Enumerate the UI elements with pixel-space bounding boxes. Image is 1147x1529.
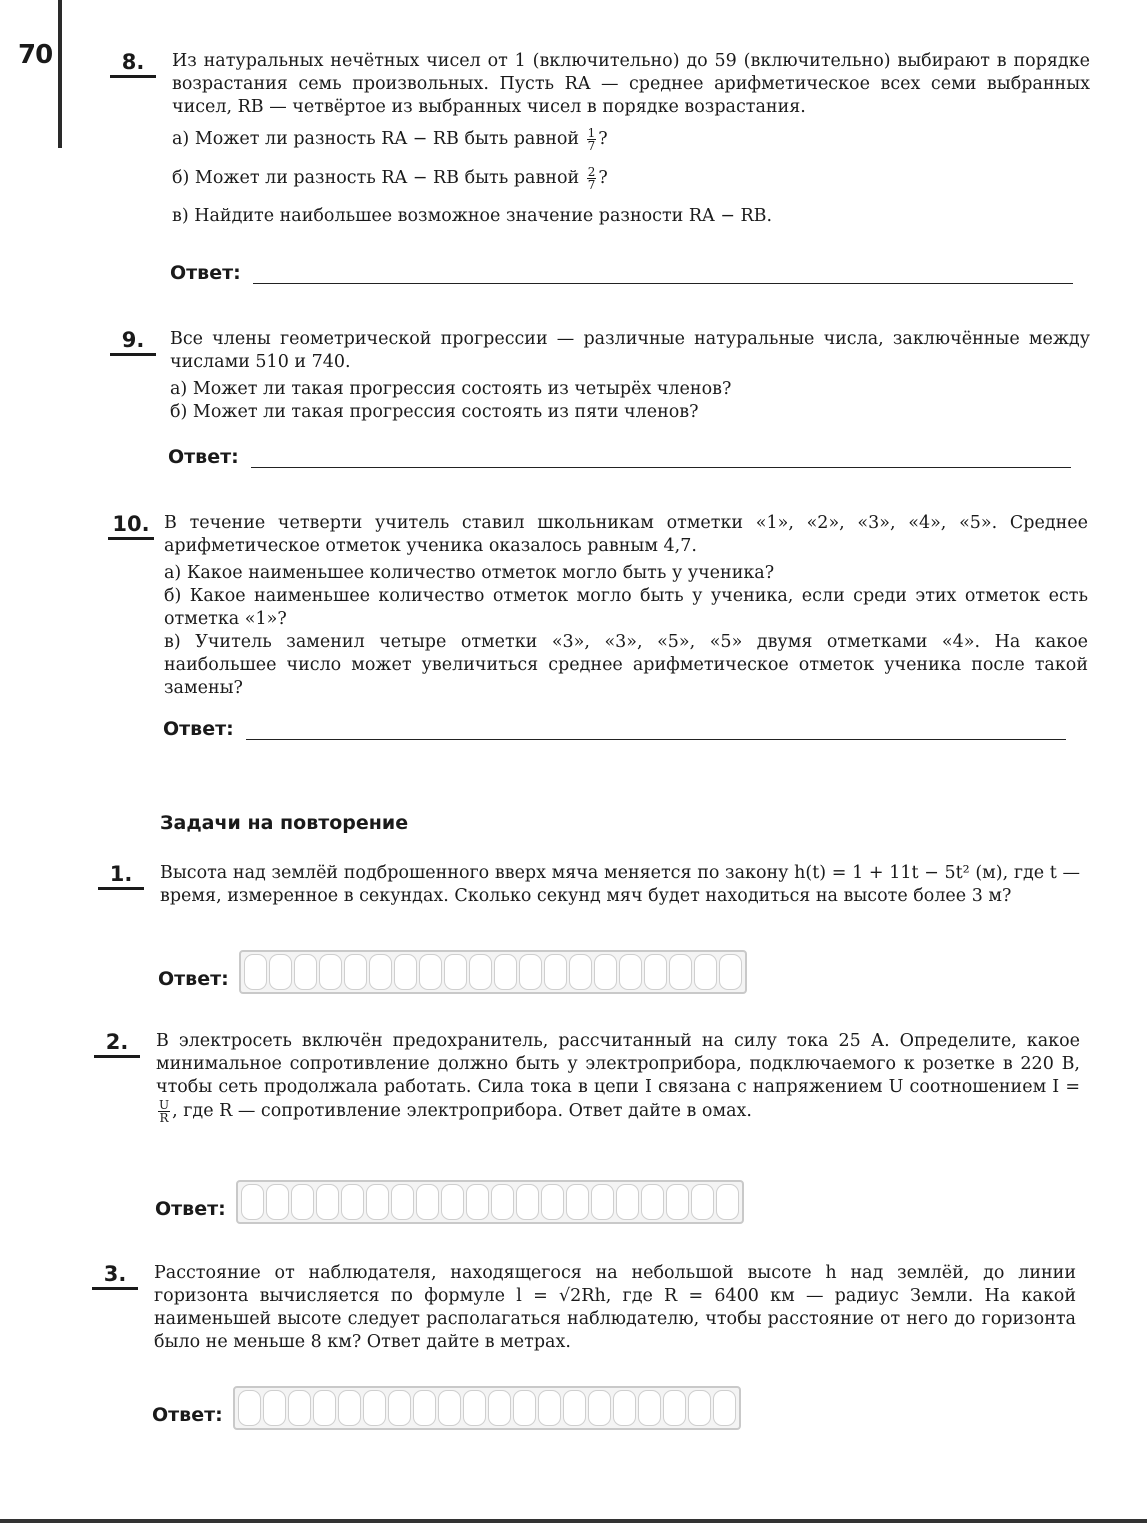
question-a: а) Может ли разность RA − RB быть равной $\frac{1}{7}$ ? xyxy=(172,126,608,153)
question-c: в) Учитель заменил четыре отметки «3», «3», «5», «5» двумя отметками «4». На какое наибольшее число может увеличиться среднее арифметическое отметок ученика после такой замены? xyxy=(164,632,1088,698)
answer-row-r2 xyxy=(155,1180,744,1224)
task-number: 8. xyxy=(110,50,156,78)
task-number: 3. xyxy=(92,1262,138,1290)
bottom-rule xyxy=(0,1519,1147,1523)
task-body xyxy=(156,1030,1080,1124)
task-number: 1. xyxy=(98,862,144,890)
task-number: 10. xyxy=(108,512,154,540)
task-text: Из натуральных нечётных чисел от 1 (включительно) до 59 (включительно) выбирают в порядке возрастания семь произвольных. Пусть RA — среднее арифметическое всех семи выбранных чисел, RB — четвёртое из выбранных чисел в порядке возрастания. xyxy=(172,51,1090,117)
answer-grid[interactable] xyxy=(233,1386,741,1430)
task-text: В электросеть включён предохранитель, рассчитанный на силу тока 25 А. Определите, какое минимальное сопротивление должно быть у электроприбора, подключаемого к розетке в 220 В, чтобы сеть продолжала работать. Сила тока в цепи I связана с напряжением U соотношением I = $\frac{U}{R}$ , где R — сопротивление электроприбора. Ответ дайте в омах. xyxy=(156,1031,1080,1125)
answer-line[interactable] xyxy=(251,447,1071,468)
answer-label: Ответ: xyxy=(168,446,239,468)
task-body xyxy=(154,1262,1076,1354)
question-b: б) Может ли такая прогрессия состоять из пяти членов? xyxy=(170,402,699,422)
task-body xyxy=(170,328,1090,424)
margin-bar xyxy=(58,0,62,148)
answer-line[interactable] xyxy=(253,263,1073,284)
task-body xyxy=(160,862,1080,908)
answer-label: Ответ: xyxy=(170,262,241,284)
answer-row-r3 xyxy=(152,1386,741,1430)
task-body xyxy=(164,512,1088,700)
task-number: 9. xyxy=(110,328,156,356)
question-b: б) Какое наименьшее количество отметок могло быть у ученика, если среди этих отметок есть отметка «1»? xyxy=(164,586,1088,629)
answer-row-9 xyxy=(168,446,1071,468)
answer-grid[interactable] xyxy=(239,950,747,994)
question-a: а) Может ли такая прогрессия состоять из четырёх членов? xyxy=(170,379,732,399)
task-text: Все члены геометрической прогрессии — различные натуральные числа, заключённые между числами 510 и 740. xyxy=(170,329,1090,372)
task-text: В течение четверти учитель ставил школьникам отметки «1», «2», «3», «4», «5». Среднее арифметическое отметок ученика оказалось равным 4,7. xyxy=(164,513,1088,556)
fraction: $\frac{1}{7}$ xyxy=(587,126,596,153)
page-number: 70 xyxy=(18,40,53,70)
fraction: $\frac{2}{7}$ xyxy=(587,165,596,192)
answer-row-r1 xyxy=(158,950,747,994)
answer-label: Ответ: xyxy=(152,1404,223,1426)
answer-label: Ответ: xyxy=(158,968,229,990)
answer-grid[interactable] xyxy=(236,1180,744,1224)
question-a: а) Какое наименьшее количество отметок могло быть у ученика? xyxy=(164,563,775,583)
answer-label: Ответ: xyxy=(155,1198,226,1220)
answer-row-8 xyxy=(170,262,1073,284)
task-text: Расстояние от наблюдателя, находящегося на небольшой высоте h над землёй, до линии горизонта вычисляется по формуле l = √2Rh, где R = 6400 км — радиус Земли. На какой наименьшей высоте следует располагаться наблюдателю, чтобы расстояние от него до горизонта было не меньше 8 км? Ответ дайте в метрах. xyxy=(154,1263,1076,1352)
section-title: Задачи на повторение xyxy=(160,812,409,834)
answer-line[interactable] xyxy=(246,719,1066,740)
question-c: в) Найдите наибольшее возможное значение разности RA − RB. xyxy=(172,206,773,226)
answer-row-10 xyxy=(163,718,1066,740)
task-number: 2. xyxy=(94,1030,140,1058)
fraction: $\frac{U}{R}$ xyxy=(159,1098,170,1125)
task-text: Высота над землёй подброшенного вверх мяча меняется по закону h(t) = 1 + 11t − 5t² (м), где t — время, измеренное в секундах. Сколько секунд мяч будет находиться на высоте более 3 м? xyxy=(160,863,1080,906)
question-b: б) Может ли разность RA − RB быть равной $\frac{2}{7}$ ? xyxy=(172,165,608,192)
task-body xyxy=(172,50,1090,228)
answer-label: Ответ: xyxy=(163,718,234,740)
